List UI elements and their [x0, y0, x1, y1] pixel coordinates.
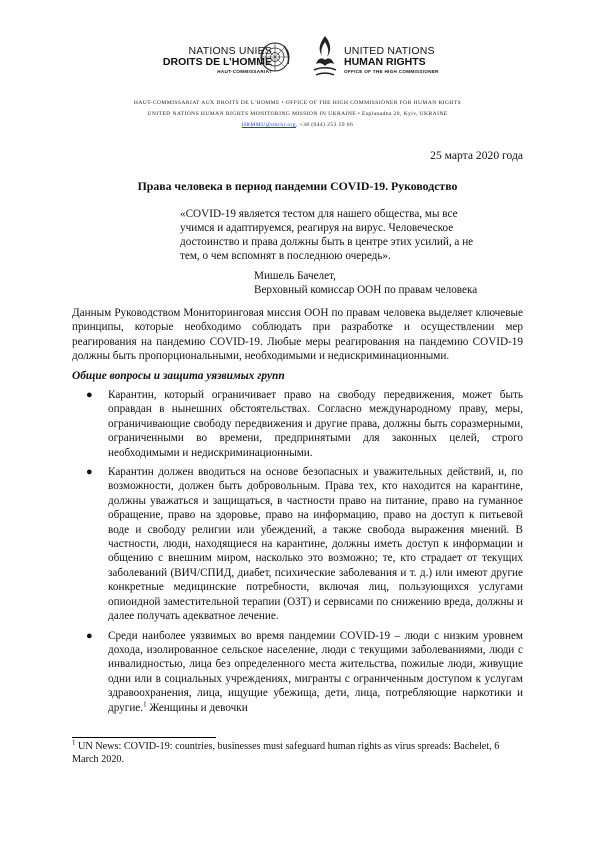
bullet-text: Среди наиболее уязвимых во время пандемии COVID-19 – люди с низким уровнем дохода, изолированное сельское население, люди с текущими заболеваниями, люди с инвалидностью, лица без определенного места жительства, пожилые люди, живущие одни или в социальных учреждениях, мигранты с ограниченным доступом к услугам здравоохранения, лица, ищущие убежища, дети, лица, потребляющие наркотики и другие. — [108, 629, 523, 714]
agency-line-2: UNITED NATIONS HUMAN RIGHTS MONITORING MISSION IN UKRAINE • Esplanadna 20, Kyiv, UKRAINE — [147, 111, 448, 117]
logo-fr-line2: DROITS DE L’HOMME — [162, 56, 272, 68]
footnote — [72, 738, 523, 766]
intro-paragraph: Данным Руководством Мониторинговая миссия ООН по правам человека выделяет ключевые принципы, которые необходимо соблюдать при разработке и осуществлении мер реагирования на пандемию COVID-19. Любые меры реагирования на пандемию COVID-19 должны быть пропорциональными, необходимыми и недискриминационными. — [72, 307, 523, 362]
footnote-reference[interactable]: 1 — [143, 699, 147, 708]
logo-fr-line1: NATIONS UNIES — [188, 45, 272, 57]
document-date: 25 марта 2020 года — [430, 149, 523, 162]
ohchr-logo-text-fr — [142, 46, 272, 75]
un-emblem-icon — [258, 40, 292, 74]
bullet-text: Карантин должен вводиться на основе безопасных и уважительных действий, и, по возможности, должен быть добровольным. Права тех, кто находится на карантине, должны уважаться и защищаться, в частности право на питание, право на гуманное обращение, право на здоровье, право на информацию, право на доступ к питьевой воде и свободу религии или убеждений, а также свобода выражения мнений. В частности, люди, находящиеся на карантине, должны иметь доступ к информации и общению с внешним миром, насколько это возможно; те, кто страдает от текущих заболеваний (ВИЧ/СПИД, диабет, психические заболевания и т. д.) или имеют другие конкретные медицинские потребности, включая лиц, пользующихся услугами опиоидной заместительной терапии (ОЗТ) и сервисами по снижению вреда, должны и далее получать адекватное лечение. — [108, 466, 523, 623]
bullet-text-continuation: Женщины и девочки — [146, 701, 248, 714]
logo-en-line1: UNITED NATIONS — [344, 45, 435, 57]
ohchr-logo-text-en — [344, 46, 474, 75]
document-title: Права человека в период пандемии COVID-19. Руководство — [137, 179, 458, 193]
agency-address-block — [60, 98, 535, 131]
attribution-role: Верховный комиссар ООН по правам человека — [254, 284, 478, 296]
logo-fr-line3: HAUT-COMMISSARIAT — [217, 69, 272, 74]
logo-en-line3: OFFICE OF THE HIGH COMMISSIONER — [344, 69, 439, 74]
footnote-text: UN News: COVID-19: countries, businesses must safeguard human rights as virus spreads: Bachelet, 6 March 2020. — [72, 741, 500, 765]
list-item — [72, 629, 523, 715]
agency-line-1: HAUT-COMMISSARIAT AUX DROITS DE L’HOMME • OFFICE OF THE HIGH COMMISSIONER FOR HUMAN RIGHTS — [133, 100, 462, 106]
footnote-divider — [72, 737, 216, 738]
agency-contact-line — [60, 120, 535, 131]
phone-number: , +38 (044) 253 59 66 — [295, 122, 354, 128]
list-item — [72, 388, 523, 460]
header-logos — [120, 34, 480, 84]
footnote-mark: 1 — [72, 738, 76, 747]
email-link[interactable]: HRMMU@ohchr.org — [241, 122, 296, 128]
attribution-name: Мишель Бачелет, — [254, 270, 336, 282]
bullet-list — [72, 388, 523, 720]
section-heading: Общие вопросы и защита уязвимых групп — [72, 370, 285, 382]
bullet-text: Карантин, который ограничивает право на свободу передвижения, может быть оправдан в нынешних обстоятельствах. Согласно международному праву, меры, ограничивающие свободу передвижения и другие права, должны быть соразмерными, ограниченными во времени, предпринятыми для законных целей, строго необходимыми и недискриминационными. — [108, 389, 523, 459]
list-item — [72, 465, 523, 623]
bullet-icon: ● — [86, 629, 93, 642]
logo-en-line2: HUMAN RIGHTS — [344, 56, 426, 68]
bullet-icon: ● — [86, 389, 93, 401]
quote-attribution — [254, 269, 477, 297]
human-rights-flame-icon — [310, 34, 340, 80]
bullet-icon: ● — [86, 466, 93, 479]
epigraph-quote: «COVID-19 является тестом для нашего общества, мы все учимся и адаптируемся, реагируя на вирус. Человеческое достоинство и права должны быть в центре этих усилий, а не тем, о чем вспомнят в последнюю очередь». — [180, 208, 474, 262]
